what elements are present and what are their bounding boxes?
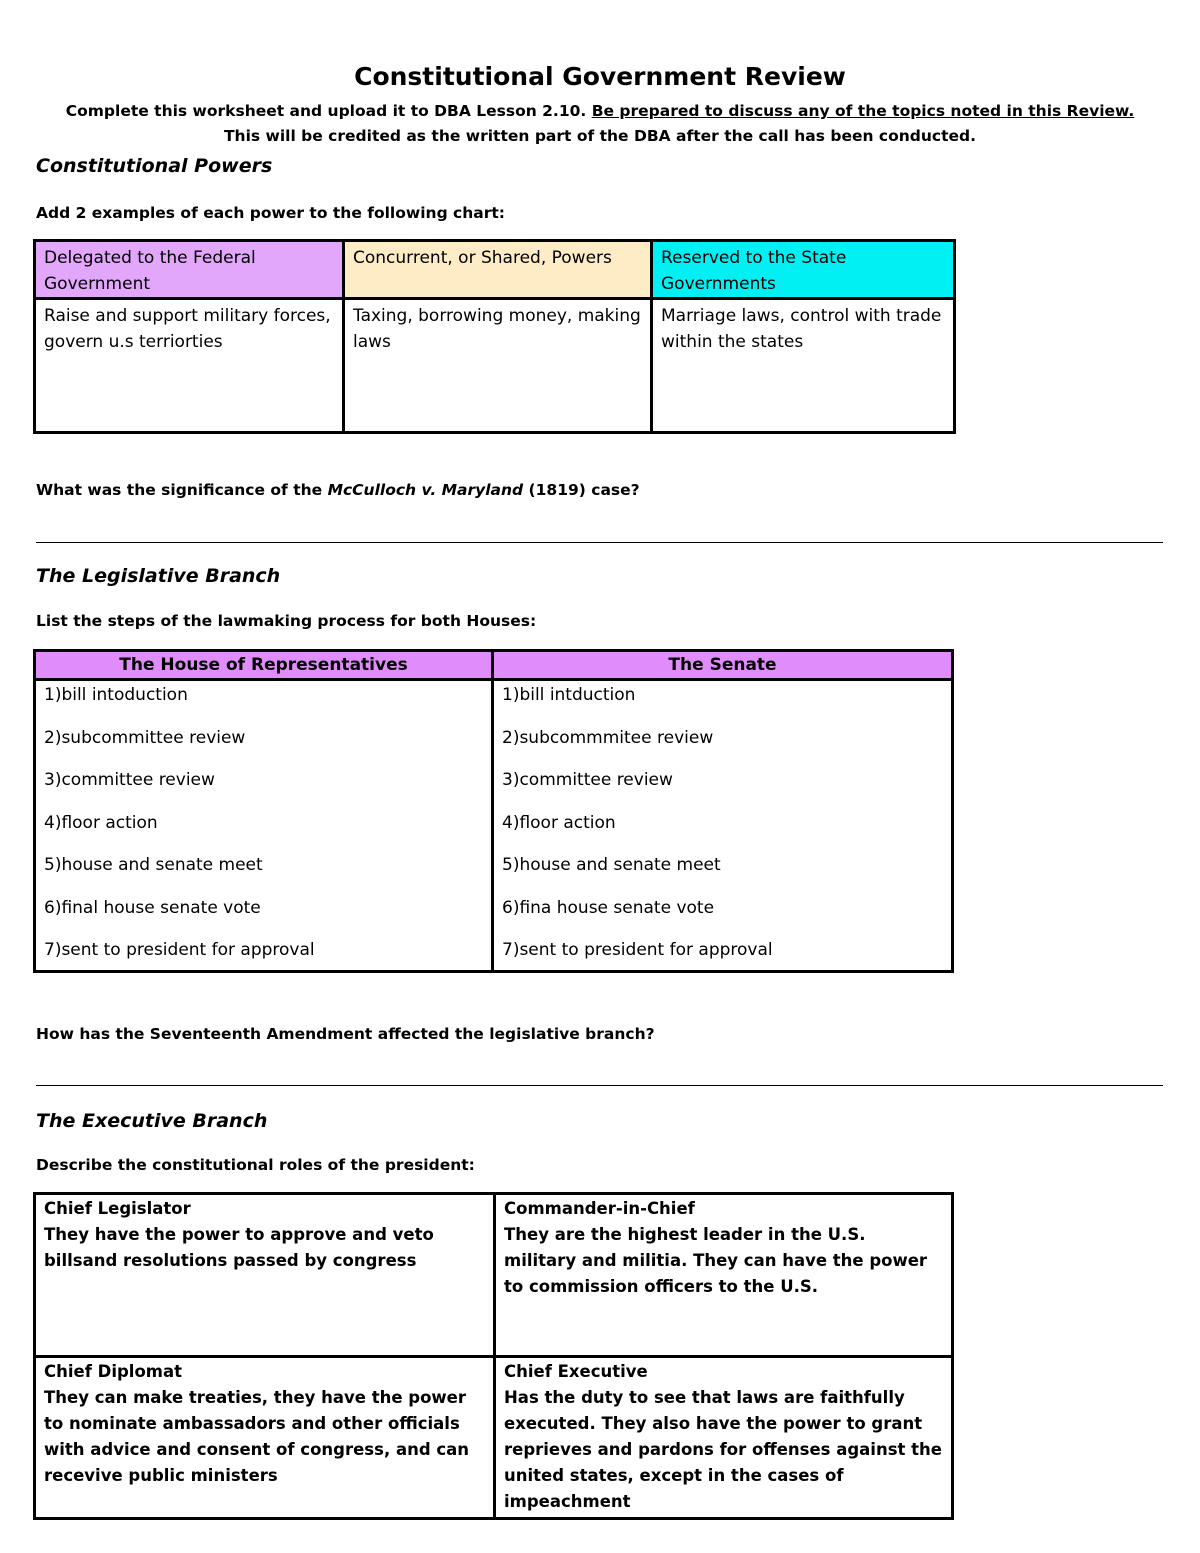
roles-row-1 <box>35 1194 953 1357</box>
house-step: 1)bill intoduction <box>44 685 188 705</box>
section-legislative-branch: The Legislative Branch <box>36 565 281 587</box>
role-title: Chief Executive <box>504 1362 648 1381</box>
answer-concurrent[interactable]: Taxing, borrowing money, making laws <box>344 299 652 433</box>
lawmaking-steps-row <box>35 680 953 972</box>
house-step: 6)final house senate vote <box>44 897 261 918</box>
senate-step: 2)subcommmitee review <box>502 727 714 748</box>
house-steps-cell[interactable] <box>35 680 493 972</box>
senate-steps-cell[interactable] <box>493 680 953 972</box>
senate-step: 1)bill intduction <box>502 685 636 705</box>
role-chief-executive[interactable] <box>495 1357 953 1519</box>
role-text: They have the power to approve and veto billsand resolutions passed by congress <box>44 1225 434 1270</box>
case-name: McCulloch v. Maryland <box>327 481 524 499</box>
house-step: 7)sent to president for approval <box>44 940 315 960</box>
role-title: Chief Diplomat <box>44 1362 182 1381</box>
mcculloch-question-start: What was the significance of the <box>36 481 323 499</box>
answer-reserved[interactable]: Marriage laws, control with trade within the states <box>652 299 955 433</box>
senate-step: 7)sent to president for approval <box>502 940 773 960</box>
role-title: Commander-in-Chief <box>504 1199 695 1218</box>
role-commander-in-chief[interactable] <box>495 1194 953 1357</box>
role-text: They can make treaties, they have the power to nominate ambassadors and other officials with advice and consent of congress, and can recevive public ministers <box>44 1388 470 1485</box>
senate-step: 3)committee review <box>502 770 673 790</box>
instructions-discuss: Be prepared to discuss any of the topics noted in this Review. <box>591 102 1135 120</box>
role-title: Chief Legislator <box>44 1199 191 1218</box>
house-step: 2)subcommittee review <box>44 727 246 748</box>
seventeenth-amendment-question: How has the Seventeenth Amendment affected the legislative branch? <box>36 1025 655 1043</box>
section-constitutional-powers: Constitutional Powers <box>36 155 273 177</box>
mcculloch-question <box>36 481 640 499</box>
powers-chart <box>33 239 956 434</box>
roles-row-2 <box>35 1357 953 1519</box>
powers-prompt: Add 2 examples of each power to the following chart: <box>36 204 505 222</box>
president-roles-table <box>33 1192 954 1520</box>
answer-delegated[interactable]: Raise and support military forces, govern u.s terriorties <box>35 299 344 433</box>
powers-header-row <box>35 241 955 299</box>
header-delegated: Delegated to the Federal Government <box>35 241 344 299</box>
senate-step: 6)fina house senate vote <box>502 897 715 918</box>
role-chief-legislator[interactable] <box>35 1194 495 1357</box>
house-step: 3)committee review <box>44 770 215 790</box>
answer-line-mcculloch[interactable] <box>36 542 1163 543</box>
senate-step: 5)house and senate meet <box>502 855 721 875</box>
role-text: They are the highest leader in the U.S. military and militia. They can have the power to commission officers to the U.S. <box>504 1225 928 1296</box>
instructions-line-2: This will be credited as the written part of the DBA after the call has been conducted. <box>223 127 976 145</box>
section-executive-branch: The Executive Branch <box>36 1110 268 1132</box>
mcculloch-question-end: (1819) case? <box>528 481 640 499</box>
house-step: 5)house and senate meet <box>44 855 263 875</box>
header-reserved: Reserved to the State Governments <box>652 241 955 299</box>
executive-prompt: Describe the constitutional roles of the president: <box>36 1156 475 1174</box>
instructions-upload: Complete this worksheet and upload it to DBA Lesson 2.10. <box>65 102 587 120</box>
instructions-line-1 <box>0 102 1200 120</box>
header-concurrent: Concurrent, or Shared, Powers <box>344 241 652 299</box>
senate-step: 4)floor action <box>502 812 616 833</box>
page-title: Constitutional Government Review <box>354 62 846 91</box>
header-senate: The Senate <box>493 651 953 680</box>
lawmaking-header-row <box>35 651 953 680</box>
role-chief-diplomat[interactable] <box>35 1357 495 1519</box>
lawmaking-table <box>33 649 954 973</box>
role-text: Has the duty to see that laws are faithfully executed. They also have the power to grant reprieves and pardons for offenses against the united states, except in the cases of impeachment <box>504 1388 942 1511</box>
legislative-prompt: List the steps of the lawmaking process for both Houses: <box>36 612 537 630</box>
powers-answer-row <box>35 299 955 433</box>
answer-line-seventeenth[interactable] <box>36 1085 1163 1086</box>
house-step: 4)floor action <box>44 812 158 833</box>
header-house: The House of Representatives <box>35 651 493 680</box>
